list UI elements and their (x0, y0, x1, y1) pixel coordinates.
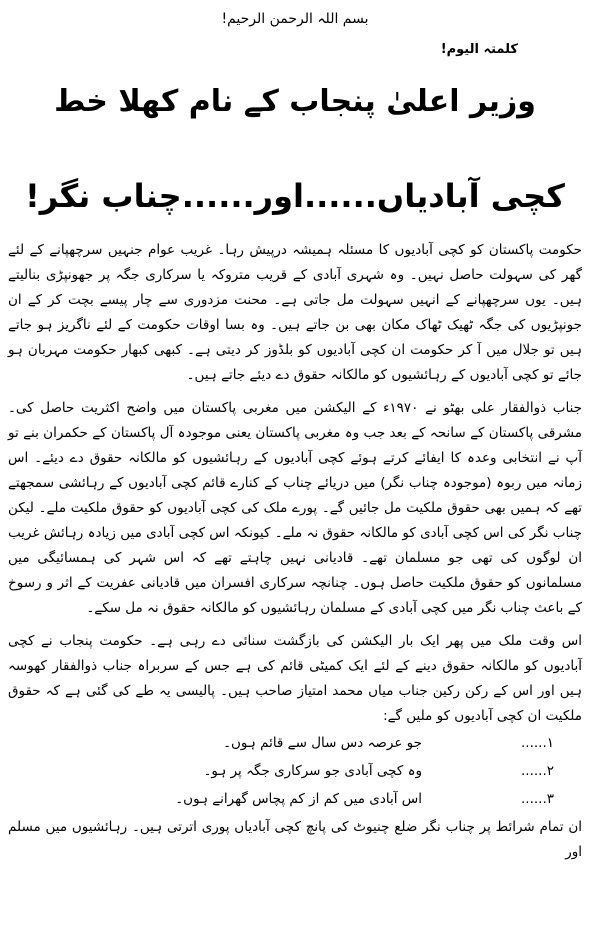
article-body (8, 238, 582, 873)
paragraph: جناب ذوالفقار علی بھٹو نے ۱۹۷۰ء کے الیکشن میں مغربی پاکستان میں واضح اکثریت حاصل کی۔ مشرقی پاکستان کے سانحہ کے بعد جب وہ مغربی پاکستان یعنی موجودہ آل پاکستان کے حکمران بنے تو آپ نے انتخابی وعدہ کا ایفائے کرتے ہوئے کچی آبادیوں کے رہائشیوں کو مالکانہ حقوق دے دیئے۔ اس زمانہ میں ربوہ (موجودہ چناب نگر) میں دریائے چناب کے کنارے قائم کچی آبادیوں کے رہائشی سمجھتے تھے کہ ہمیں بھی حقوق ملکیت مل جائیں گے۔ پورے ملک کی کچی آبادیوں کو حقوق ملکیت ملے۔ لیکن چناب نگر کی اس کچی آبادی کو مالکانہ حقوق نہ ملے۔ کیونکہ اس کچی آبادی میں زیادہ رہائش غریب ان لوگوں کی تھی جو مسلمان تھے۔ قادیانی نہیں چاہتے تھے کہ اس شہر کی ہمسائیگی میں مسلمانوں کو حقوق ملکیت حاصل ہوں۔ چنانچہ سرکاری افسران میں قادیانی عفریت کے اثر و رسوخ کے باعث چناب نگر میں کچی آبادی کے مسلمان رہائشیوں کو مالکانہ حقوق نہ مل سکے۔ (8, 400, 582, 616)
list-text: اس آبادی میں کم از کم پچاس گھرانے ہوں۔ (175, 791, 422, 807)
list-text: وہ کچی آبادی جو سرکاری جگہ پر ہو۔ (203, 763, 422, 779)
list-text: جو عرصہ دس سال سے قائم ہوں۔ (223, 735, 422, 751)
list-item (8, 731, 582, 756)
subheadline: کچی آبادیاں......اور......چناب نگر! (25, 177, 565, 215)
conditions-list (8, 731, 582, 812)
column-name: کلمتہ الیوم! (440, 42, 518, 57)
headline: وزیر اعلیٰ پنجاب کے نام کھلا خط (54, 84, 536, 119)
paragraph: حکومت پاکستان کو کچی آبادیوں کا مسئلہ ہمیشہ درپیش رہا۔ غریب عوام جنہیں سرچھپانے کے لئے گھر کی سہولت حاصل نہیں۔ وہ شہری آبادی کے قریب متروکہ یا سرکاری جگہ پر جھونپڑی بنالیتے ہیں۔ یوں سرچھپانے کے انہیں سہولت مل جاتی ہے۔ محنت مزدوری سے چار پیسے بچت کر کے ان جونپڑیوں کی جگہ ٹھیک ٹھاک مکان بھی بن جاتے ہیں۔ وہ بسا اوقات حکومت کے لئے ناگریز ہو جاتے ہیں تو جلال میں آ کر حکومت ان کچی آبادیوں کو بلڈوز کر دیتی ہے۔ کبھی کبھار حکومت مہربان ہو جائے تو کچی آبادیوں کے رہائشیوں کو مالکانہ حقوق دے دیئے جاتے ہیں۔ (8, 242, 582, 383)
list-number: ۳...... (520, 791, 554, 807)
list-item (8, 759, 582, 784)
list-item (8, 787, 582, 812)
paragraph: اس وقت ملک میں پھر ایک بار الیکشن کی بازگشت سنائی دے رہی ہے۔ حکومت پنجاب نے کچی آبادیوں کو مالکانہ حقوق دینے کے لئے ایک کمیٹی قائم کی ہے جس کے سربراہ جناب ذوالفقار کھوسہ ہیں اور اس کے رکن رکین جناب میاں محمد امتیاز صاحب ہیں۔ پالیسی یہ طے کی گئی ہے کہ حقوق ملکیت ان کچی آبادیوں کو ملیں گے: (8, 633, 582, 724)
basmala: بسم اللہ الرحمن الرحیم! (221, 11, 369, 27)
list-number: ۲...... (520, 763, 554, 779)
list-number: ۱...... (520, 735, 554, 751)
closing-line: ان تمام شرائط پر چناب نگر ضلع چنیوٹ کی پانچ کچی آبادیاں پوری اترتی ہیں۔ رہائشیوں میں مسلم اور (8, 819, 582, 860)
